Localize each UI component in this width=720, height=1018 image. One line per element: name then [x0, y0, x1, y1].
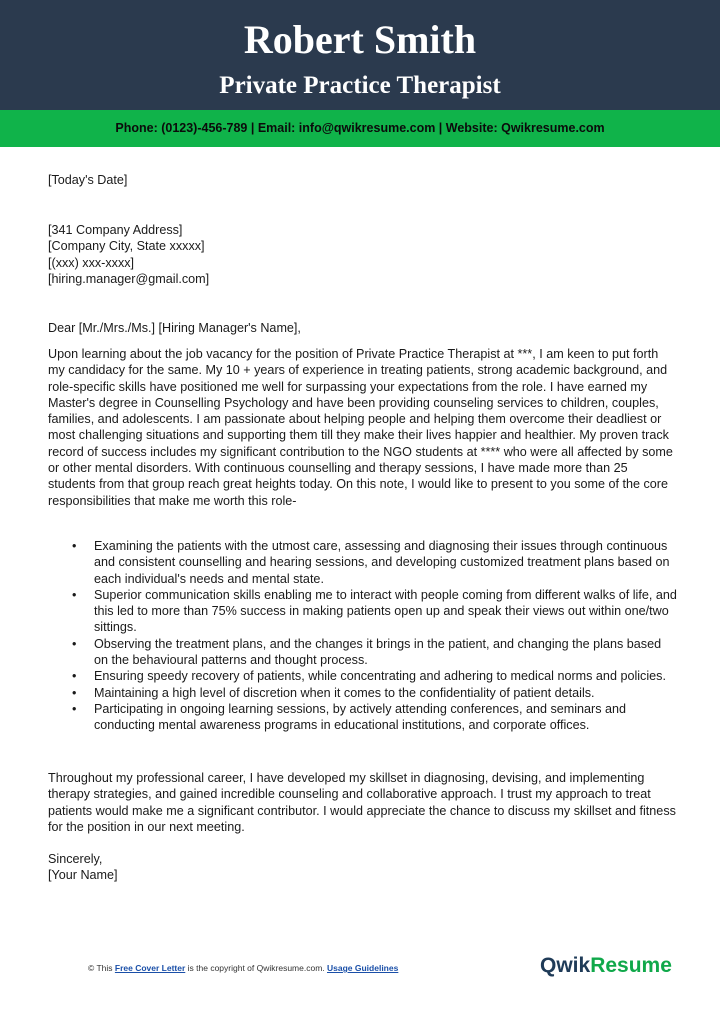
usage-guidelines-link[interactable]: Usage Guidelines [327, 963, 399, 973]
logo-part-qwik: Qwik [540, 954, 591, 977]
list-item [48, 685, 678, 701]
recipient-address [48, 222, 676, 287]
list-item [48, 538, 678, 587]
candidate-name: Robert Smith [243, 17, 477, 62]
list-item [48, 636, 678, 669]
letter-date: [Today's Date] [48, 173, 128, 187]
list-item-text: Observing the treatment plans, and the changes it brings in the patient, and changing the plans based on the behavioural patterns and thought process. [94, 636, 662, 668]
copyright-prefix: © This [88, 963, 115, 973]
job-title: Private Practice Therapist [219, 72, 501, 99]
address-line: [341 Company Address] [48, 223, 183, 237]
signoff-block [48, 851, 676, 884]
salutation: Dear [Mr./Mrs./Ms.] [Hiring Manager's Name], [48, 321, 301, 335]
list-item-text: Superior communication skills enabling me to interact with people coming from different walks of life, and this led to more than 75% success in making patients open up and speak their views out within one/two sittings. [94, 587, 677, 635]
address-line: [hiring.manager@gmail.com] [48, 271, 210, 286]
qwikresume-logo [540, 954, 672, 978]
bullet-icon: • [72, 669, 77, 684]
list-item-text: Participating in ongoing learning sessions, by actively attending conferences, and seminars and conducting mental awareness programs in educational institutions, and corporate offices. [94, 701, 627, 733]
list-item-text: Ensuring speedy recovery of patients, while concentrating and adhering to medical norms and policies. [94, 669, 666, 684]
logo-part-resume: Resume [590, 954, 672, 977]
bullet-icon: • [72, 701, 77, 716]
list-item-text: Examining the patients with the utmost care, assessing and diagnosing their issues through continuous and consistent counselling and hearing sessions, and developing customized treatment plans based on each individual's needs and mental state. [94, 539, 670, 586]
responsibilities-list [48, 538, 678, 734]
copyright-note [88, 963, 398, 973]
copyright-middle: is the copyright of Qwikresume.com. [185, 963, 327, 973]
list-item [48, 701, 678, 734]
address-line: [(xxx) xxx-xxxx] [48, 255, 135, 270]
list-item [48, 668, 678, 684]
list-item [48, 587, 678, 636]
bullet-icon: • [72, 636, 77, 651]
signature: [Your Name] [48, 868, 118, 883]
signoff: Sincerely, [48, 852, 103, 866]
bullet-icon: • [72, 685, 77, 700]
bullet-icon: • [72, 587, 77, 602]
address-line: [Company City, State xxxxx] [48, 239, 205, 254]
closing-paragraph: Throughout my professional career, I have developed my skillset in diagnosing, devising, and implementing therapy strategies, and gained incredible counseling and collaborative approach. I trust my approach to treat patients would make me a significant contributor. I would appreciate the chance to discuss my skillset and fitness for the position in our next meeting. [48, 771, 676, 834]
list-item-text: Maintaining a high level of discretion when it comes to the confidentiality of patient details. [94, 685, 595, 700]
intro-paragraph: Upon learning about the job vacancy for the position of Private Practice Therapist at ***, I am keen to put forth my candidacy for the same. My 10 + years of experience in treating patients, strong academic background, and role-specific skills have positioned me well for surpassing your expectations from the role. I have earned my Master's degree in Counselling Psychology and have been providing counseling services to children, couples, families, and adolescents. I am passionate about helping people and helping them overcome their deadliest or most challenging situations and supporting them till they make their lives happier and healthier. My proven track record of success includes my significant contribution to the NGO students at **** who were all affected by some or other mental disorders. With continuous counselling and therapy sessions, I have made more than 25 students from that group reach great heights today. On this note, I would like to present to you some of the core responsibilities that make me worth this role- [48, 347, 673, 508]
bullet-icon: • [72, 539, 77, 553]
contact-bar: Phone: (0123)-456-789 | Email: info@qwikresume.com | Website: Qwikresume.com [0, 110, 720, 147]
header-banner [0, 0, 720, 110]
free-cover-letter-link[interactable]: Free Cover Letter [114, 963, 186, 973]
